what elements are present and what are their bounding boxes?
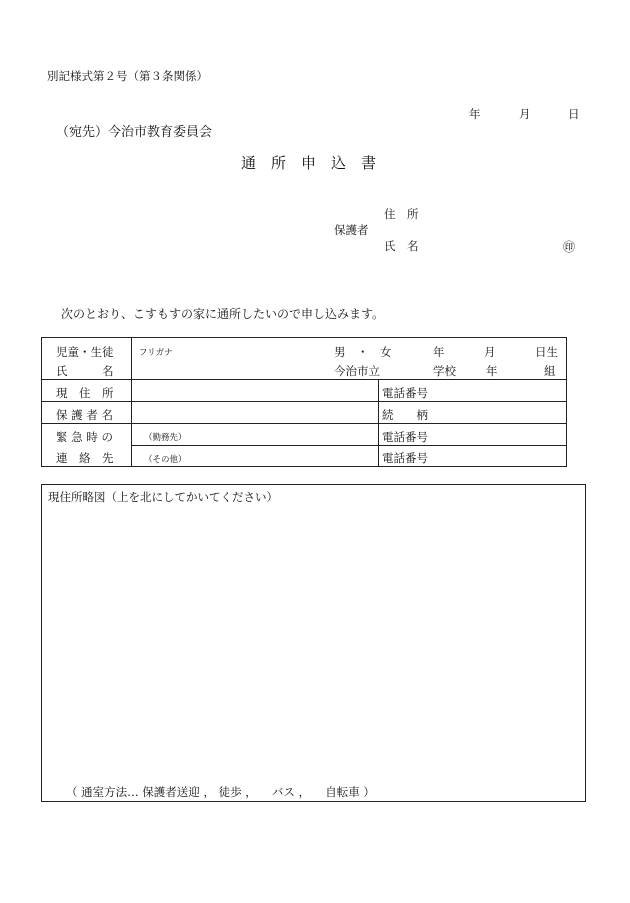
address-label: 現 住 所 — [56, 386, 114, 400]
phone-label-1: 電話番号 — [382, 386, 428, 400]
child-label-2: 氏 名 — [56, 364, 114, 378]
intro-text: 次のとおり、こすもすの家に通所したいので申し込みます。 — [61, 307, 385, 321]
class-label: 組 — [544, 364, 556, 378]
guardian-address-label: 住 所 — [384, 207, 419, 221]
commute-method: （ 通室方法… 保護者送迎 ， 徒歩 ， バス ， 自転車 ） — [66, 785, 375, 799]
work-label: （勤務先） — [144, 433, 187, 443]
phone-label-2: 電話番号 — [382, 430, 428, 444]
emergency-label-2: 連 絡 先 — [56, 451, 114, 465]
date-day-label: 日 — [568, 107, 580, 121]
other-label: （その他） — [144, 455, 187, 465]
grade-label: 年 — [486, 364, 498, 378]
date-year-label: 年 — [469, 107, 481, 121]
date-month-label: 月 — [519, 107, 531, 121]
guardian-name-label: 氏 名 — [384, 239, 419, 253]
school-suffix: 学校 — [433, 364, 456, 378]
guardian-name-row-label: 保 護 者 名 — [56, 408, 113, 422]
relation-label: 続 柄 — [382, 408, 428, 422]
map-title: 現住所略図（上を北にしてかいてください） — [48, 490, 278, 504]
seal-mark: ㊞ — [563, 240, 576, 254]
emergency-label-1: 緊 急 時 の — [56, 430, 113, 444]
page-title: 通 所 申 込 書 — [241, 154, 377, 172]
phone-label-3: 電話番号 — [382, 451, 428, 465]
addressee: （宛先）今治市教育委員会 — [56, 125, 213, 140]
guardian-label: 保護者 — [334, 223, 369, 237]
birth-day-label: 日生 — [535, 345, 558, 359]
furigana-label: フリガナ — [139, 348, 173, 358]
gender-select[interactable]: 男 ・ 女 — [334, 345, 392, 359]
child-label-1: 児童・生徒 — [56, 345, 114, 359]
birth-month-label: 月 — [484, 345, 496, 359]
application-table — [41, 337, 567, 467]
birth-year-label: 年 — [433, 345, 445, 359]
address-map-box[interactable] — [41, 484, 586, 802]
school-prefix: 今治市立 — [334, 364, 380, 378]
form-number: 別記様式第２号（第３条関係） — [47, 69, 208, 83]
